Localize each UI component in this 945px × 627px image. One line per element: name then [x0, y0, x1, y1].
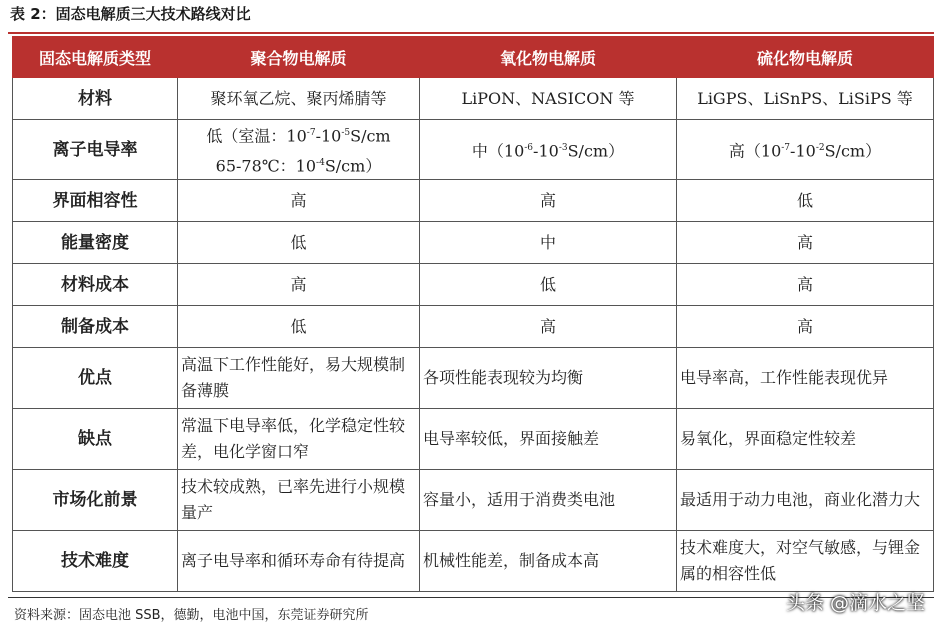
cell-sulfide: 高	[677, 264, 934, 306]
cell-sulfide: 低	[677, 180, 934, 222]
row-label: 界面相容性	[13, 180, 178, 222]
cell-oxide: 机械性能差，制备成本高	[420, 531, 677, 592]
row-label: 缺点	[13, 409, 178, 470]
cell-polymer: 高	[178, 264, 420, 306]
top-rule	[8, 32, 934, 34]
row-label: 技术难度	[13, 531, 178, 592]
row-market-outlook	[13, 470, 934, 531]
cell-oxide: 中$(10^{-6}-10^{-3}S/cm)$	[420, 120, 677, 180]
row-energy-density	[13, 222, 934, 264]
row-label: 制备成本	[13, 306, 178, 348]
cell-oxide: 低	[420, 264, 677, 306]
cell-polymer: 常温下电导率低，化学稳定性较差，电化学窗口窄	[178, 409, 420, 470]
cell-oxide: 各项性能表现较为均衡	[420, 348, 677, 409]
source-note: 资料来源：固态电池 SSB，德勤，电池中国，东莞证券研究所	[14, 608, 369, 623]
cell-polymer: 低（室温：$10^{-7}-10^{-5}S/cm$ 65-78℃：$10^{-4}S/cm$）	[178, 120, 420, 180]
header-type: 固态电解质类型	[13, 37, 178, 78]
cell-sulfide: 电导率高，工作性能表现优异	[677, 348, 934, 409]
header-oxide: 氧化物电解质	[420, 37, 677, 78]
row-label: 能量密度	[13, 222, 178, 264]
row-material-cost	[13, 264, 934, 306]
cell-sulfide: 技术难度大，对空气敏感，与锂金属的相容性低	[677, 531, 934, 592]
row-label: 优点	[13, 348, 178, 409]
cell-sulfide: 易氧化，界面稳定性较差	[677, 409, 934, 470]
cell-polymer: 聚环氧乙烷、聚丙烯腈等	[178, 78, 420, 120]
cell-oxide: 电导率较低，界面接触差	[420, 409, 677, 470]
cell-polymer: 低	[178, 222, 420, 264]
table-caption: 表 2：固态电解质三大技术路线对比	[10, 5, 251, 23]
header-polymer: 聚合物电解质	[178, 37, 420, 78]
cell-polymer: 低	[178, 306, 420, 348]
row-label: 材料	[13, 78, 178, 120]
header-sulfide: 硫化物电解质	[677, 37, 934, 78]
row-advantages	[13, 348, 934, 409]
row-technical-difficulty	[13, 531, 934, 592]
cell-sulfide: 高$(10^{-7}-10^{-2}S/cm)$	[677, 120, 934, 180]
header-row	[13, 37, 934, 78]
row-conductivity	[13, 120, 934, 180]
cell-polymer: 高温下工作性能好，易大规模制备薄膜	[178, 348, 420, 409]
cell-polymer: 高	[178, 180, 420, 222]
row-manufacturing-cost	[13, 306, 934, 348]
row-label: 市场化前景	[13, 470, 178, 531]
comparison-table	[12, 36, 934, 592]
cell-oxide: 高	[420, 180, 677, 222]
watermark: 头条 @滴水之坚	[785, 592, 925, 614]
cell-oxide: LiPON、NASICON 等	[420, 78, 677, 120]
row-label: 材料成本	[13, 264, 178, 306]
cell-sulfide: 高	[677, 306, 934, 348]
cell-oxide: 容量小，适用于消费类电池	[420, 470, 677, 531]
cell-sulfide: 高	[677, 222, 934, 264]
row-material	[13, 78, 934, 120]
row-label: 离子电导率	[13, 120, 178, 180]
cell-oxide: 中	[420, 222, 677, 264]
cell-oxide: 高	[420, 306, 677, 348]
row-disadvantages	[13, 409, 934, 470]
cell-sulfide: LiGPS、LiSnPS、LiSiPS 等	[677, 78, 934, 120]
cell-polymer: 离子电导率和循环寿命有待提高	[178, 531, 420, 592]
cell-sulfide: 最适用于动力电池，商业化潜力大	[677, 470, 934, 531]
row-interface	[13, 180, 934, 222]
cell-polymer: 技术较成熟，已率先进行小规模量产	[178, 470, 420, 531]
